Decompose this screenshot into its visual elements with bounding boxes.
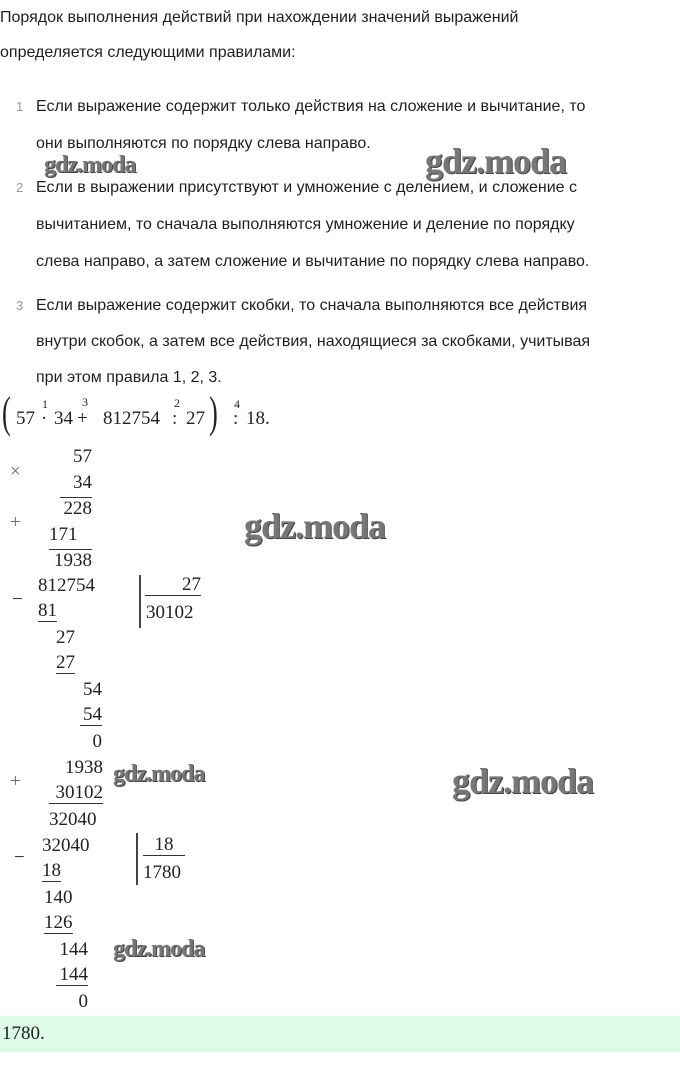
watermark: gdz.moda xyxy=(113,761,205,787)
rule-text: при этом правила 1, 2, 3. xyxy=(36,369,222,386)
rule-text: слева направо, а затем сложение и вычитание по порядку слева направо. xyxy=(36,253,590,270)
intro-line: определяется следующими правилами: xyxy=(0,44,296,61)
answer: 1780. xyxy=(2,1023,45,1044)
watermark: gdz.moda xyxy=(425,141,567,181)
rule-text: Если в выражении присутствуют и умножение с делением, и сложение с xyxy=(36,179,578,196)
rule-text: Если выражение содержит только действия на сложение и вычитание, то xyxy=(36,98,586,115)
rule-number: 2 xyxy=(16,180,24,195)
rule-text: они выполняются по порядку слева направо. xyxy=(36,135,371,152)
watermark: gdz.moda xyxy=(244,506,386,546)
answer-box xyxy=(0,1016,680,1052)
rule-number: 3 xyxy=(16,298,24,313)
paren-right: ) xyxy=(209,388,218,437)
intro-line: Порядок выполнения действий при нахождении значений выражений xyxy=(0,9,519,26)
rule-text: внутри скобок, а затем все действия, находящиеся за скобками, учитывая xyxy=(36,333,591,350)
rule-text: вычитанием, то сначала выполняются умножение и деление по порядку xyxy=(36,216,575,233)
watermark: gdz.moda xyxy=(44,152,136,178)
watermark: gdz.moda xyxy=(452,761,594,801)
paren-left: ( xyxy=(2,388,11,437)
rule-number: 1 xyxy=(16,99,24,114)
watermark: gdz.moda xyxy=(113,936,205,962)
rule-text: Если выражение содержит скобки, то сначала выполняются все действия xyxy=(36,297,588,314)
